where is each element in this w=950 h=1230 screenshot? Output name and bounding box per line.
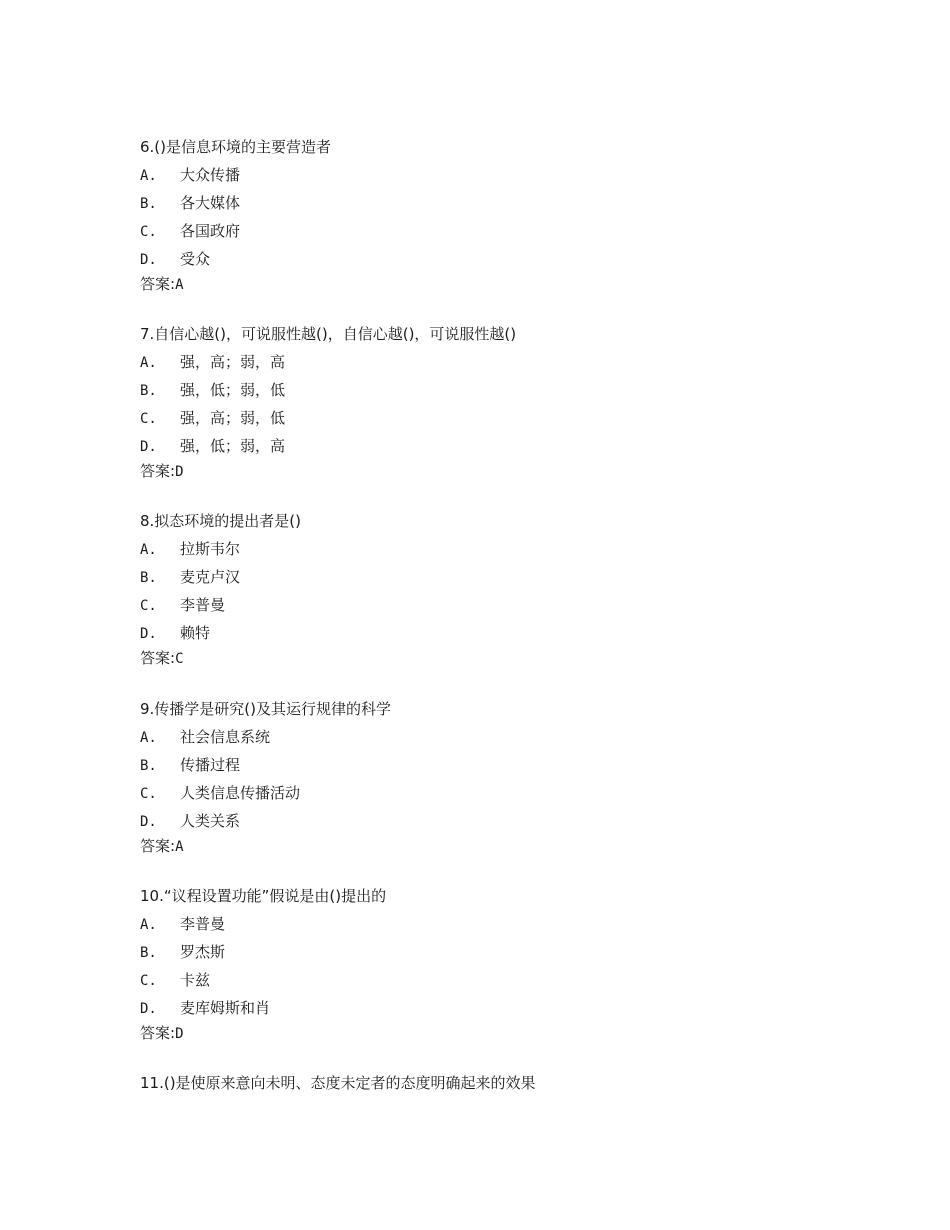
option-letter: C. bbox=[140, 598, 157, 614]
option-letter: A. bbox=[140, 730, 157, 746]
question-stem: 11.()是使原来意向未明、态度未定者的态度明确起来的效果 bbox=[140, 1074, 536, 1092]
option-letter: A. bbox=[140, 355, 157, 371]
option-text: 受众 bbox=[180, 250, 211, 268]
option-text: 大众传播 bbox=[180, 166, 241, 184]
option-letter: B. bbox=[140, 570, 157, 586]
option-b bbox=[140, 755, 240, 775]
option-b bbox=[140, 942, 225, 962]
option-d bbox=[140, 811, 240, 831]
option-letter: B. bbox=[140, 758, 157, 774]
answer-value: D bbox=[175, 464, 184, 480]
option-letter: A. bbox=[140, 542, 157, 558]
option-text: 强，高；弱，高 bbox=[180, 353, 286, 371]
answer-line bbox=[140, 836, 184, 856]
answer-value: C bbox=[175, 651, 184, 667]
answer-value: A bbox=[175, 277, 184, 293]
option-text: 人类关系 bbox=[180, 812, 241, 830]
option-a bbox=[140, 165, 240, 185]
answer-line bbox=[140, 1023, 184, 1043]
option-c bbox=[140, 783, 300, 803]
option-text: 社会信息系统 bbox=[180, 728, 271, 746]
option-letter: D. bbox=[140, 626, 157, 642]
option-text: 李普曼 bbox=[180, 596, 226, 614]
question-stem: 9.传播学是研究()及其运行规律的科学 bbox=[140, 700, 392, 718]
question-stem: 6.()是信息环境的主要营造者 bbox=[140, 138, 332, 156]
option-letter: A. bbox=[140, 168, 157, 184]
answer-label: 答案: bbox=[140, 1024, 176, 1042]
question-stem: 7.自信心越()，可说服性越()，自信心越()，可说服性越() bbox=[140, 325, 517, 343]
option-a bbox=[140, 352, 285, 372]
option-b bbox=[140, 380, 285, 400]
option-text: 各大媒体 bbox=[180, 194, 241, 212]
option-text: 强，高；弱，低 bbox=[180, 409, 286, 427]
option-c bbox=[140, 595, 225, 615]
option-d bbox=[140, 436, 285, 456]
answer-line bbox=[140, 461, 184, 481]
option-letter: D. bbox=[140, 814, 157, 830]
option-c bbox=[140, 408, 285, 428]
option-d bbox=[140, 998, 270, 1018]
option-d bbox=[140, 623, 210, 643]
answer-line bbox=[140, 648, 184, 668]
option-text: 麦克卢汉 bbox=[180, 568, 241, 586]
option-text: 各国政府 bbox=[180, 222, 241, 240]
option-text: 罗杰斯 bbox=[180, 943, 226, 961]
option-c bbox=[140, 970, 210, 990]
option-text: 强，低；弱，低 bbox=[180, 381, 286, 399]
option-letter: C. bbox=[140, 411, 157, 427]
option-letter: C. bbox=[140, 973, 157, 989]
answer-line bbox=[140, 274, 184, 294]
option-a bbox=[140, 539, 240, 559]
option-b bbox=[140, 193, 240, 213]
option-letter: C. bbox=[140, 786, 157, 802]
option-text: 传播过程 bbox=[180, 756, 241, 774]
option-text: 赖特 bbox=[180, 624, 211, 642]
option-letter: A. bbox=[140, 917, 157, 933]
option-text: 卡兹 bbox=[180, 971, 211, 989]
answer-label: 答案: bbox=[140, 275, 176, 293]
option-letter: B. bbox=[140, 945, 157, 961]
answer-label: 答案: bbox=[140, 837, 176, 855]
option-text: 麦库姆斯和肖 bbox=[180, 999, 271, 1017]
option-letter: B. bbox=[140, 196, 157, 212]
answer-label: 答案: bbox=[140, 649, 176, 667]
question-stem: 10.“议程设置功能”假说是由()提出的 bbox=[140, 887, 387, 905]
question-stem: 8.拟态环境的提出者是() bbox=[140, 512, 302, 530]
option-text: 人类信息传播活动 bbox=[180, 784, 301, 802]
answer-value: A bbox=[175, 839, 184, 855]
option-a bbox=[140, 914, 225, 934]
option-letter: B. bbox=[140, 383, 157, 399]
option-b bbox=[140, 567, 240, 587]
option-text: 强，低；弱，高 bbox=[180, 437, 286, 455]
option-letter: D. bbox=[140, 1001, 157, 1017]
option-letter: C. bbox=[140, 224, 157, 240]
option-letter: D. bbox=[140, 439, 157, 455]
option-a bbox=[140, 727, 270, 747]
option-text: 拉斯韦尔 bbox=[180, 540, 241, 558]
answer-label: 答案: bbox=[140, 462, 176, 480]
option-d bbox=[140, 249, 210, 269]
option-letter: D. bbox=[140, 252, 157, 268]
answer-value: D bbox=[175, 1026, 184, 1042]
option-c bbox=[140, 221, 240, 241]
option-text: 李普曼 bbox=[180, 915, 226, 933]
